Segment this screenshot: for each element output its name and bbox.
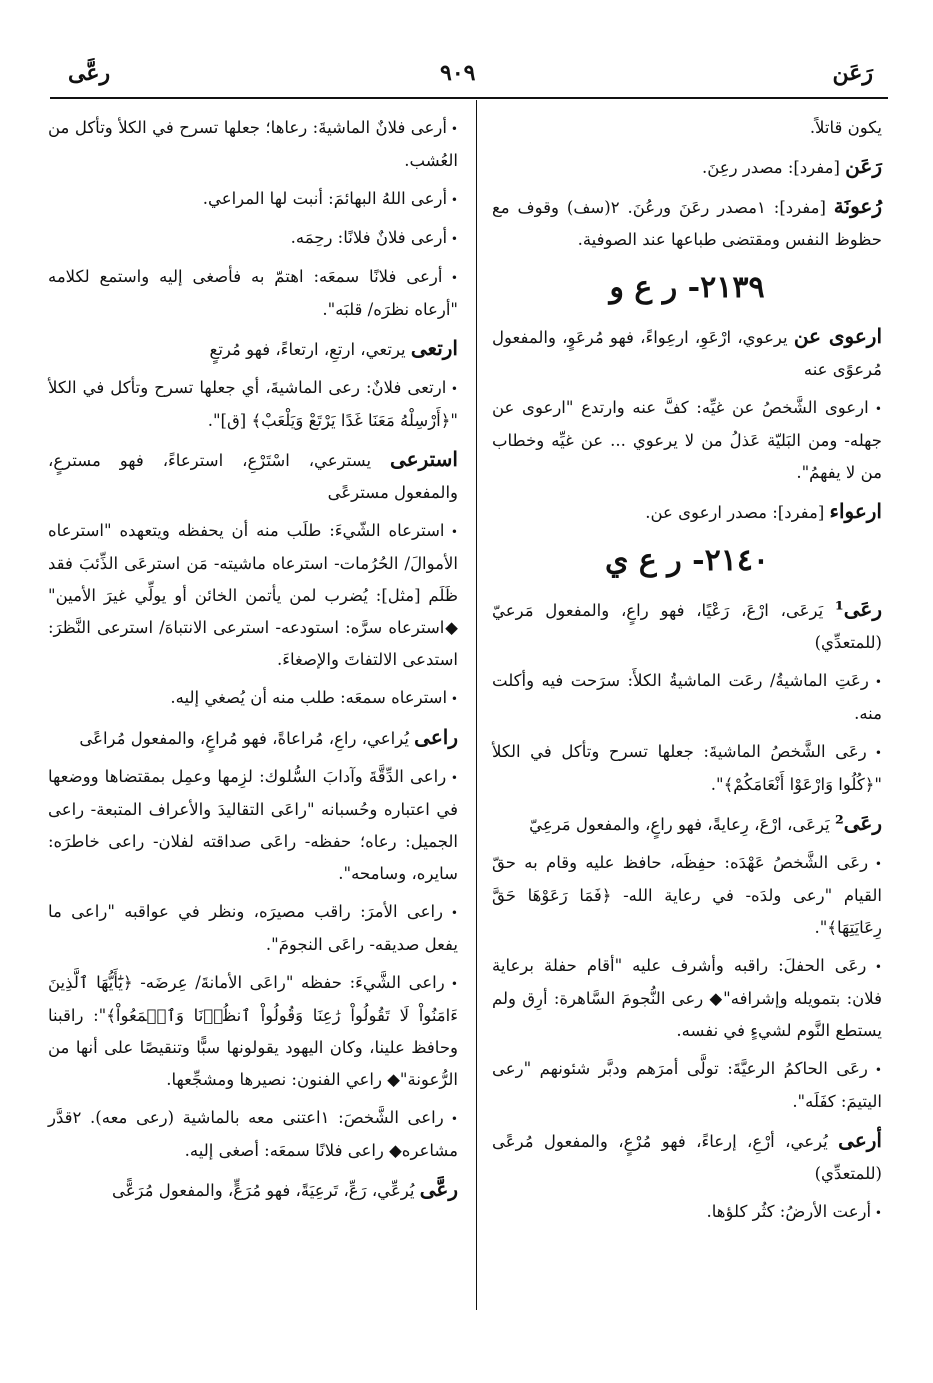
sense-item <box>48 372 458 437</box>
bullet-icon: • <box>446 382 458 396</box>
sense-item <box>48 761 458 890</box>
entry-text: يرعوي، ارْعَوِ، ارعِواءً، فهو مُرعَوٍ، والمفعول مُرعوًى عنه <box>492 328 882 379</box>
entry-headword: رعَى² <box>834 811 882 835</box>
entry-text: استرعاه سمعَه: طلب منه أن يُصغي إليه. <box>170 688 448 707</box>
sense-item <box>48 896 458 961</box>
entry-text: يكون قاتلاً. <box>809 118 882 137</box>
dictionary-entry <box>48 721 458 755</box>
bullet-icon: • <box>444 525 458 539</box>
column-divider <box>476 100 477 1310</box>
dictionary-entry <box>48 443 458 509</box>
entry-text: راعى الشَّيءَ: حفظه "راعَى الأمانةَ/ عِرضَه- ﴿يَٰٓأَيُّهَا ٱلَّذِينَ ءَامَنُواْ لَا تَقُولُواْ رَٰعِنَا وَقُولُواْ ٱنظُرۡنَا وَٱسۡمَعُواْ﴾": راقبنا وحافظ علينا، وكان اليهود يقولونها سبًّا وتنقيصًا على أنها من الرُّعونة"◆ راعي الفنون: نصيرها ومشجِّعها. <box>48 973 458 1089</box>
sense-item <box>492 392 882 489</box>
sense-item <box>48 682 458 715</box>
entry-text: راعى الأمرَ: راقب مصيرَه، ونظر في عواقبه "راعى ما يفعل صديقه- راعَى النجومَ". <box>48 902 458 954</box>
bullet-icon: • <box>446 122 458 136</box>
bullet-icon: • <box>443 906 458 920</box>
entry-text: أرعى اللهُ البهائمَ: أنبت لها المراعي. <box>202 189 448 208</box>
entry-text: يُرعي، أرْعِ، إرعاءً، فهو مُرْعٍ، والمفعول مُرعًى (للمتعدِّي) <box>492 1132 882 1183</box>
bullet-icon: • <box>871 1206 882 1220</box>
right-column <box>492 112 882 1235</box>
sense-item <box>48 967 458 1096</box>
entry-headword: رعَّى <box>419 1177 458 1201</box>
entry-text: راعى الدِّقَّةَ وآدابَ السُّلوك: لزِمها وعمِل بمقتضاها ووضعها في اعتباره وحُسبانه "راعَى التقاليدَ والأعراف المتبعة- راعى الجميل: رعاه؛ حفظه- راعَى صداقته لفلان- راعى خاطرَه: سايره، وسامحه". <box>48 767 458 883</box>
entry-text: [مفرد]: ١مصدر رعَنَ ورعُنَ. ٢(سف) وقوف مع حظوظ النفس ومقتضى طباعها عند الصوفية. <box>492 198 882 249</box>
page-header <box>0 0 933 100</box>
entry-text: أرعت الأرضُ: كثُر كلؤها. <box>706 1202 872 1221</box>
entry-text: أرعى فلانٌ الماشيةَ: رعاها؛ جعلها تسرح في الكلأ وتأكل من العُشب. <box>48 118 458 170</box>
left-column <box>48 112 458 1213</box>
bullet-icon: • <box>866 960 882 974</box>
dictionary-entry <box>492 807 882 841</box>
dictionary-entry <box>492 593 882 659</box>
entry-text: ارعوى الشَّخصُ عن غيِّه: كفَّ عنه وارتدع "ارعوى عن جهله- ومن البَليّة عَذلُ من لا يرعوي ... عن غيِّه وخطاب من لا يفهمُ". <box>492 398 882 482</box>
entry-text: أرعى فلانٌ فلانًا: رحِمَه. <box>290 228 448 247</box>
sense-item <box>48 112 458 177</box>
entry-text: يُراعي، راعِ، مُراعاةً، فهو مُراعٍ، والمفعول مُراعًى <box>79 729 415 748</box>
sense-item <box>492 950 882 1047</box>
sense-item <box>492 1053 882 1118</box>
root-heading: ٢١٣٩- ر ع و <box>609 270 765 305</box>
dictionary-entry <box>492 320 882 386</box>
entry-headword: رعَى¹ <box>834 597 882 621</box>
dictionary-entry <box>48 332 458 366</box>
entry-headword: ارتعى <box>410 336 458 360</box>
entry-text: رعَى الحاكمُ الرعيَّةَ: تولَّى أمرَهم ودبَّر شئونهم "رعى اليتيمَ: كفَلَه". <box>492 1059 882 1111</box>
entry-headword: راعى <box>414 725 458 749</box>
sense-item <box>48 183 458 216</box>
entry-text: أرعى فلانًا سمعَه: اهتمّ به فأصغى إليه واستمع لكلامه "أرعاه نظرَه/ قلبَه". <box>48 267 458 319</box>
bullet-icon: • <box>446 771 458 785</box>
entry-text: رعَى الشَّخصُ عَهْدَه: حفِظَه، حافظ عليه وقام به حقّ القيام "رعى ولدَه- في رعاية الله- ﴿فَمَا رَعَوْهَا حَقَّ رِعَايَتِهَا﴾". <box>492 853 882 937</box>
entry-text: استرعاه الشّيءَ: طلَب منه أن يحفظه ويتعهده "استرعاه الأموالَ/ الحُرُمات- استرعاه ماشيته- مَن استرعَى الذِّئبَ فقد ظَلَم [مثل]: يُضرب لمن يأتمن الخائن أو يولِّي غيرَ الأمين" ◆استرعاه سرَّه: استودعه- استرعى الانتباهَ/ استرعى النَّظرَ: استدعى الالتفاتَ والإصغاءَ. <box>48 521 458 669</box>
entry-text: رعَى الحفلَ: راقبه وأشرف عليه "أقام حفلة برعاية فلان: بتمويله وإشرافه"◆ رعى النُّجومَ السَّاهرة: أرِق ولم يستطع النَّوم لشيءٍ في نفسه. <box>492 956 882 1040</box>
entry-text: ارتعى فلانٌ: رعى الماشيةَ، أي جعلها تسرح وتأكل في الكلأ "﴿أَرْسِلْهُ مَعَنَا غَدًا يَرْتَعْ وَيَلْعَبْ﴾ [ق]". <box>48 378 458 430</box>
header-rule <box>50 97 888 99</box>
bullet-icon: • <box>447 193 458 207</box>
sense-item <box>492 847 882 944</box>
dictionary-entry <box>492 150 882 184</box>
dictionary-entry <box>48 1173 458 1207</box>
dictionary-entry <box>492 495 882 529</box>
bullet-icon: • <box>868 675 882 689</box>
page-number: ٩٠٩ <box>440 60 476 86</box>
root-heading: ٢١٤٠- ر ع ي <box>604 543 770 578</box>
bullet-icon: • <box>868 857 882 871</box>
bullet-icon: • <box>447 692 458 706</box>
entry-headword: استرعى <box>390 447 458 471</box>
sense-item <box>48 261 458 326</box>
entry-text: رعَى الشَّخصُ الماشيةَ: جعلها تسرح وتأكل في الكلأ "﴿كُلُوا وَارْعَوْا أَنْعَامَكُمْ﴾". <box>492 742 882 794</box>
entry-text: راعى الشَّخصَ: ١اعتنى معه بالماشية (رعى معه). ٢قدَّر مشاعره◆ راعى فلانًا سمعَه: أصغى إليه. <box>48 1108 458 1160</box>
bullet-icon: • <box>444 977 458 991</box>
entry-text: [مفرد]: مصدر ارعوى عن. <box>645 503 830 522</box>
dictionary-entry <box>492 1124 882 1190</box>
bullet-icon: • <box>866 746 882 760</box>
entry-text: يرتعي، ارتعِ، ارتعاءً، فهو مُرتعٍ <box>209 340 411 359</box>
sense-item <box>48 1102 458 1167</box>
sense-item <box>492 1196 882 1229</box>
entry-headword: ارعواء <box>829 499 882 523</box>
sense-item <box>48 222 458 255</box>
entry-text: [مفرد]: مصدر رعِنَ. <box>701 158 846 177</box>
dictionary-entry <box>492 190 882 256</box>
bullet-icon: • <box>442 271 458 285</box>
header-guide-word-left: رعَّى <box>68 60 111 86</box>
entry-text: يَرعَى، ارْعَ، رَعْيًا، فهو راعٍ، والمفعول مَرعيّ (للمتعدِّي) <box>492 601 882 652</box>
entry-text: رعَتِ الماشيةُ/ رعَت الماشيةُ الكلأَ: سرَحت فيه وأكلت منه. <box>492 671 882 723</box>
bullet-icon: • <box>867 1063 882 1077</box>
sense-item <box>48 515 458 676</box>
entry-headword: رُعونَة <box>833 194 883 218</box>
continuation-text <box>492 112 882 144</box>
entry-text: يَرعَى، ارْعَ، رِعايةً، فهو راعٍ، والمفعول مَرعِيّ <box>529 815 835 834</box>
entry-headword: ارعوى عن <box>793 324 883 348</box>
sense-item <box>492 665 882 730</box>
entry-text: يُرعِّي، رَعِّ، تَرعِيَةً، فهو مُرَعٍّ، والمفعول مُرَعًّى <box>111 1181 420 1200</box>
entry-text: يسترعي، اسْتَرْعِ، استرعاءً، فهو مسترعٍ، والمفعول مسترعًى <box>48 451 458 502</box>
header-guide-word-right: رَعَن <box>832 60 873 86</box>
entry-headword: أرعى <box>838 1128 882 1152</box>
sense-item <box>492 736 882 801</box>
bullet-icon: • <box>868 402 882 416</box>
bullet-icon: • <box>443 1112 458 1126</box>
bullet-icon: • <box>447 232 458 246</box>
entry-headword: رَعَن <box>845 154 882 178</box>
